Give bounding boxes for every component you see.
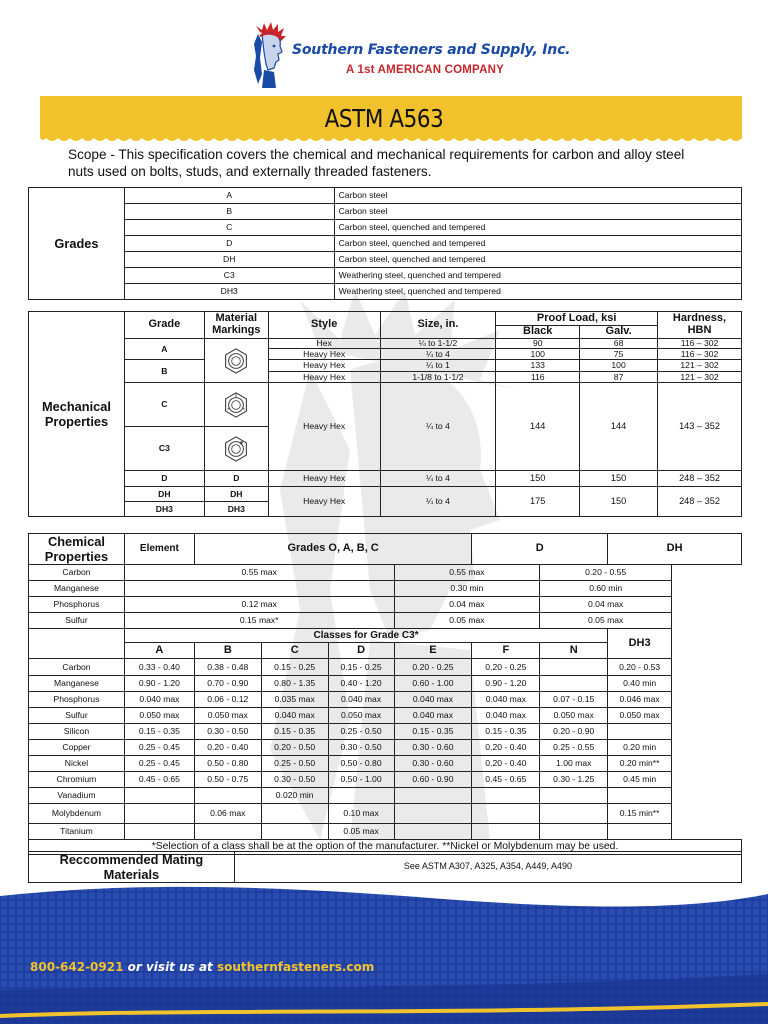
col-header: DH [608, 534, 742, 565]
grade-desc: Carbon steel, quenched and tempered [334, 220, 741, 236]
hex-nut-plain-icon [223, 348, 249, 374]
value-cell: 0.25 - 0.50 [261, 756, 328, 772]
col-header: Material Markings [204, 312, 268, 339]
value-cell: 0.30 - 0.50 [328, 739, 394, 755]
value-cell: 0.60 min [540, 581, 672, 597]
mechanical-label: Mechanical Properties [29, 312, 125, 517]
style-cell: Heavy Hex [268, 487, 380, 517]
value-cell: 0.12 max [124, 597, 394, 613]
table-row [29, 739, 742, 755]
value-cell: 0.33 - 0.40 [124, 659, 194, 675]
value-cell: 0.040 max [394, 707, 472, 723]
col-header: Proof Load, ksi [496, 312, 658, 326]
table-row [29, 471, 742, 487]
element-cell: Manganese [29, 675, 125, 691]
value-cell [472, 788, 540, 804]
galv-cell: 150 [580, 487, 658, 517]
black-cell: 150 [496, 471, 580, 487]
marking-cell [204, 339, 268, 383]
col-header: Style [268, 312, 380, 339]
phone-number[interactable]: 800-642-0921 [30, 960, 124, 974]
value-cell: 0.20 - 0.25 [472, 659, 540, 675]
grade-cell: D [124, 236, 334, 252]
galv-cell: 68 [580, 339, 658, 349]
table-row [29, 597, 742, 613]
footnote: *Selection of a class shall be at the option of the manufacturer. **Nickel or Molybdenum may be used. [29, 840, 742, 855]
table-row [29, 360, 742, 372]
value-cell [124, 824, 194, 840]
element-cell [29, 629, 125, 659]
table-row [29, 707, 742, 723]
element-cell: Sulfur [29, 613, 125, 629]
value-cell: 0.20 - 0.25 [394, 659, 472, 675]
grades-label: Grades [29, 188, 125, 300]
value-cell: 0.30 - 0.60 [394, 756, 472, 772]
table-row [29, 788, 742, 804]
black-cell: 133 [496, 360, 580, 372]
value-cell: 0.50 - 1.00 [328, 772, 394, 788]
marking-cell: D [204, 471, 268, 487]
value-cell: 0.25 - 0.45 [124, 756, 194, 772]
col-header: Hardness, HBN [658, 312, 742, 339]
value-cell: 0.45 - 0.65 [124, 772, 194, 788]
value-cell: 0.15 max* [124, 613, 394, 629]
grade-cell: C3 [124, 268, 334, 284]
grade-cell: DH3 [124, 284, 334, 300]
col-header: Black [496, 326, 580, 339]
table-row [29, 487, 742, 502]
grade-desc: Weathering steel, quenched and tempered [334, 268, 741, 284]
marking-cell [204, 427, 268, 471]
col-header: Galv. [580, 326, 658, 339]
black-cell: 144 [496, 383, 580, 471]
table-row [29, 312, 742, 326]
value-cell: 0.55 max [124, 565, 394, 581]
table-row [29, 188, 742, 204]
value-cell [540, 804, 608, 824]
grade-cell: C3 [124, 427, 204, 471]
value-cell [261, 824, 328, 840]
header [0, 18, 768, 98]
element-cell: Carbon [29, 659, 125, 675]
value-cell: 0.05 max [328, 824, 394, 840]
value-cell: 0.15 - 0.35 [394, 723, 472, 739]
value-cell: 0.035 max [261, 691, 328, 707]
dh3-cell: 0.20 min** [608, 756, 672, 772]
value-cell: 0.20 - 0.50 [261, 739, 328, 755]
value-cell: 0.15 - 0.35 [472, 723, 540, 739]
value-cell: 0.80 - 1.35 [261, 675, 328, 691]
grade-cell: B [124, 360, 204, 383]
grade-cell: C [124, 383, 204, 427]
value-cell: 0.30 - 0.60 [394, 739, 472, 755]
grade-desc: Weathering steel, quenched and tempered [334, 284, 741, 300]
size-cell: ¼ to 4 [380, 349, 496, 360]
table-row [29, 723, 742, 739]
mating-table [28, 851, 742, 883]
value-cell: 0.70 - 0.90 [194, 675, 261, 691]
black-cell: 100 [496, 349, 580, 360]
hex-nut-c3-marking-icon [223, 436, 249, 462]
value-cell [540, 824, 608, 840]
table-row [29, 252, 742, 268]
galv-cell: 75 [580, 349, 658, 360]
value-cell: 0.050 max [328, 707, 394, 723]
value-cell [394, 788, 472, 804]
value-cell: 0.50 - 0.75 [194, 772, 261, 788]
col-header: Grades O, A, B, C [194, 534, 472, 565]
table-row [29, 613, 742, 629]
value-cell: 0.06 - 0.12 [194, 691, 261, 707]
value-cell: 0.05 max [540, 613, 672, 629]
table-row [29, 824, 742, 840]
chemical-label: Chemical Properties [29, 534, 125, 565]
style-cell: Heavy Hex [268, 383, 380, 471]
value-cell: 0.050 max [124, 707, 194, 723]
element-cell: Manganese [29, 581, 125, 597]
size-cell: ¼ to 4 [380, 487, 496, 517]
value-cell: 0.15 - 0.25 [261, 659, 328, 675]
black-cell: 175 [496, 487, 580, 517]
class-header: F [472, 643, 540, 659]
element-cell: Titanium [29, 824, 125, 840]
value-cell [540, 675, 608, 691]
element-cell: Phosphorus [29, 691, 125, 707]
value-cell: 0.040 max [472, 691, 540, 707]
value-cell: 0.30 - 1.25 [540, 772, 608, 788]
value-cell: 0.30 min [394, 581, 540, 597]
value-cell: 0.07 - 0.15 [540, 691, 608, 707]
value-cell: 0.20 - 0.90 [540, 723, 608, 739]
dh3-cell: 0.20 min [608, 739, 672, 755]
size-cell: ¼ to 4 [380, 471, 496, 487]
style-cell: Heavy Hex [268, 372, 380, 383]
grades-table [28, 187, 742, 300]
grade-cell: D [124, 471, 204, 487]
value-cell: 0.040 max [124, 691, 194, 707]
table-row [29, 691, 742, 707]
col-header: Classes for Grade C3* [124, 629, 607, 643]
grade-desc: Carbon steel, quenched and tempered [334, 236, 741, 252]
table-row [29, 268, 742, 284]
value-cell [394, 804, 472, 824]
value-cell [124, 788, 194, 804]
table-row [29, 220, 742, 236]
website-link[interactable]: southernfasteners.com [216, 960, 375, 974]
value-cell [194, 824, 261, 840]
size-cell: ¼ to 1-1/2 [380, 339, 496, 349]
mating-text: See ASTM A307, A325, A354, A449, A490 [234, 852, 741, 883]
col-header: DH3 [608, 629, 672, 659]
value-cell [472, 804, 540, 824]
value-cell: 0.25 - 0.50 [328, 723, 394, 739]
table-row [29, 756, 742, 772]
element-cell: Phosphorus [29, 597, 125, 613]
element-cell: Vanadium [29, 788, 125, 804]
value-cell: 0.20 - 0.40 [194, 739, 261, 755]
hardness-cell: 116 – 302 [658, 349, 742, 360]
galv-cell: 150 [580, 471, 658, 487]
dh3-cell [608, 723, 672, 739]
class-header: D [328, 643, 394, 659]
hardness-cell: 121 – 302 [658, 372, 742, 383]
value-cell: 0.20 - 0.55 [540, 565, 672, 581]
hardness-cell: 143 – 352 [658, 383, 742, 471]
value-cell: 0.30 - 0.50 [261, 772, 328, 788]
value-cell: 0.06 max [194, 804, 261, 824]
class-header: E [394, 643, 472, 659]
grade-cell: DH [124, 252, 334, 268]
grade-desc: Carbon steel, quenched and tempered [334, 252, 741, 268]
marking-cell: DH [204, 487, 268, 502]
value-cell: 0.15 - 0.35 [261, 723, 328, 739]
element-cell: Chromium [29, 772, 125, 788]
value-cell: 0.05 max [394, 613, 540, 629]
class-header: B [194, 643, 261, 659]
value-cell [261, 804, 328, 824]
hex-nut-three-lines-icon [223, 392, 249, 418]
dh3-cell: 0.046 max [608, 691, 672, 707]
grade-desc: Carbon steel [334, 204, 741, 220]
mating-label: Reccommended Mating Materials [29, 852, 235, 883]
value-cell: 0.25 - 0.55 [540, 739, 608, 755]
value-cell: 0.040 max [261, 707, 328, 723]
element-cell: Molybdenum [29, 804, 125, 824]
value-cell: 0.20 - 0.40 [472, 756, 540, 772]
galv-cell: 144 [580, 383, 658, 471]
table-row [29, 852, 742, 883]
size-cell: ¼ to 4 [380, 383, 496, 471]
dh3-cell [608, 788, 672, 804]
element-cell: Nickel [29, 756, 125, 772]
class-header: A [124, 643, 194, 659]
value-cell: 0.55 max [394, 565, 540, 581]
table-row [29, 659, 742, 675]
col-header: Grade [124, 312, 204, 339]
table-row [29, 804, 742, 824]
value-cell: 0.45 - 0.65 [472, 772, 540, 788]
hardness-cell: 248 – 352 [658, 471, 742, 487]
style-cell: Hex [268, 339, 380, 349]
footer-mid-text: or visit us at [123, 960, 217, 974]
class-header: N [540, 643, 608, 659]
table-row [29, 236, 742, 252]
value-cell: 0.50 - 0.80 [194, 756, 261, 772]
grade-cell: DH [124, 487, 204, 502]
table-row [29, 565, 742, 581]
company-tagline: A 1st AMERICAN COMPANY [346, 64, 504, 76]
value-cell: 1.00 max [540, 756, 608, 772]
value-cell [540, 659, 608, 675]
marking-cell [204, 383, 268, 427]
value-cell: 0.040 max [472, 707, 540, 723]
element-cell: Silicon [29, 723, 125, 739]
hardness-cell: 116 – 302 [658, 339, 742, 349]
chemical-table [28, 533, 742, 855]
value-cell: 0.90 - 1.20 [124, 675, 194, 691]
value-cell: 0.050 max [194, 707, 261, 723]
value-cell [540, 788, 608, 804]
table-row [29, 534, 742, 565]
dh3-cell: 0.45 min [608, 772, 672, 788]
table-row [29, 675, 742, 691]
value-cell: 0.020 min [261, 788, 328, 804]
value-cell: 0.040 max [394, 691, 472, 707]
value-cell: 0.15 - 0.35 [124, 723, 194, 739]
dh3-cell: 0.40 min [608, 675, 672, 691]
black-cell: 90 [496, 339, 580, 349]
value-cell: 0.38 - 0.48 [194, 659, 261, 675]
class-header: C [261, 643, 328, 659]
style-cell: Heavy Hex [268, 360, 380, 372]
value-cell: 0.60 - 0.90 [394, 772, 472, 788]
value-cell: 0.20 - 0.40 [472, 739, 540, 755]
col-header: Element [124, 534, 194, 565]
table-row [29, 383, 742, 427]
value-cell: 0.40 - 1.20 [328, 675, 394, 691]
table-row [29, 772, 742, 788]
hardness-cell: 248 – 352 [658, 487, 742, 517]
table-row [29, 339, 742, 349]
grade-cell: DH3 [124, 502, 204, 517]
marking-cell: DH3 [204, 502, 268, 517]
value-cell: 0.10 max [328, 804, 394, 824]
value-cell: 0.050 max [540, 707, 608, 723]
value-cell: 0.04 max [540, 597, 672, 613]
value-cell [124, 581, 394, 597]
mechanical-table [28, 311, 742, 517]
table-row [29, 284, 742, 300]
col-header: Size, in. [380, 312, 496, 339]
dh3-cell: 0.15 min** [608, 804, 672, 824]
value-cell: 0.60 - 1.00 [394, 675, 472, 691]
value-cell: 0.90 - 1.20 [472, 675, 540, 691]
indian-chief-logo-icon [246, 22, 290, 92]
company-name: Southern Fasteners and Supply, Inc. [292, 42, 571, 58]
value-cell: 0.50 - 0.80 [328, 756, 394, 772]
dh3-cell [608, 824, 672, 840]
grade-desc: Carbon steel [334, 188, 741, 204]
grade-cell: B [124, 204, 334, 220]
table-row [29, 629, 742, 643]
grade-cell: C [124, 220, 334, 236]
element-cell: Carbon [29, 565, 125, 581]
style-cell: Heavy Hex [268, 471, 380, 487]
footer-wave [0, 884, 768, 1024]
col-header: D [472, 534, 608, 565]
grade-cell: A [124, 339, 204, 360]
dh3-cell: 0.050 max [608, 707, 672, 723]
value-cell: 0.15 - 0.25 [328, 659, 394, 675]
grade-cell: A [124, 188, 334, 204]
scope-text: Scope - This specification covers the chemical and mechanical requirements for carbon and alloy steel nuts used on bolts, studs, and externally threaded fasteners. [68, 147, 685, 179]
table-row [29, 581, 742, 597]
value-cell [472, 824, 540, 840]
value-cell [194, 788, 261, 804]
value-cell [328, 788, 394, 804]
dh3-cell: 0.20 - 0.53 [608, 659, 672, 675]
element-cell: Sulfur [29, 707, 125, 723]
hardness-cell: 121 – 302 [658, 360, 742, 372]
value-cell [124, 804, 194, 824]
value-cell: 0.25 - 0.45 [124, 739, 194, 755]
footer-contact [30, 960, 374, 974]
style-cell: Heavy Hex [268, 349, 380, 360]
page-title: ASTM A563 [324, 104, 444, 133]
value-cell: 0.04 max [394, 597, 540, 613]
value-cell: 0.30 - 0.50 [194, 723, 261, 739]
black-cell: 116 [496, 372, 580, 383]
value-cell: 0.040 max [328, 691, 394, 707]
galv-cell: 100 [580, 360, 658, 372]
table-row [29, 204, 742, 220]
value-cell [394, 824, 472, 840]
size-cell: ¼ to 1 [380, 360, 496, 372]
element-cell: Copper [29, 739, 125, 755]
size-cell: 1-1/8 to 1-1/2 [380, 372, 496, 383]
galv-cell: 87 [580, 372, 658, 383]
